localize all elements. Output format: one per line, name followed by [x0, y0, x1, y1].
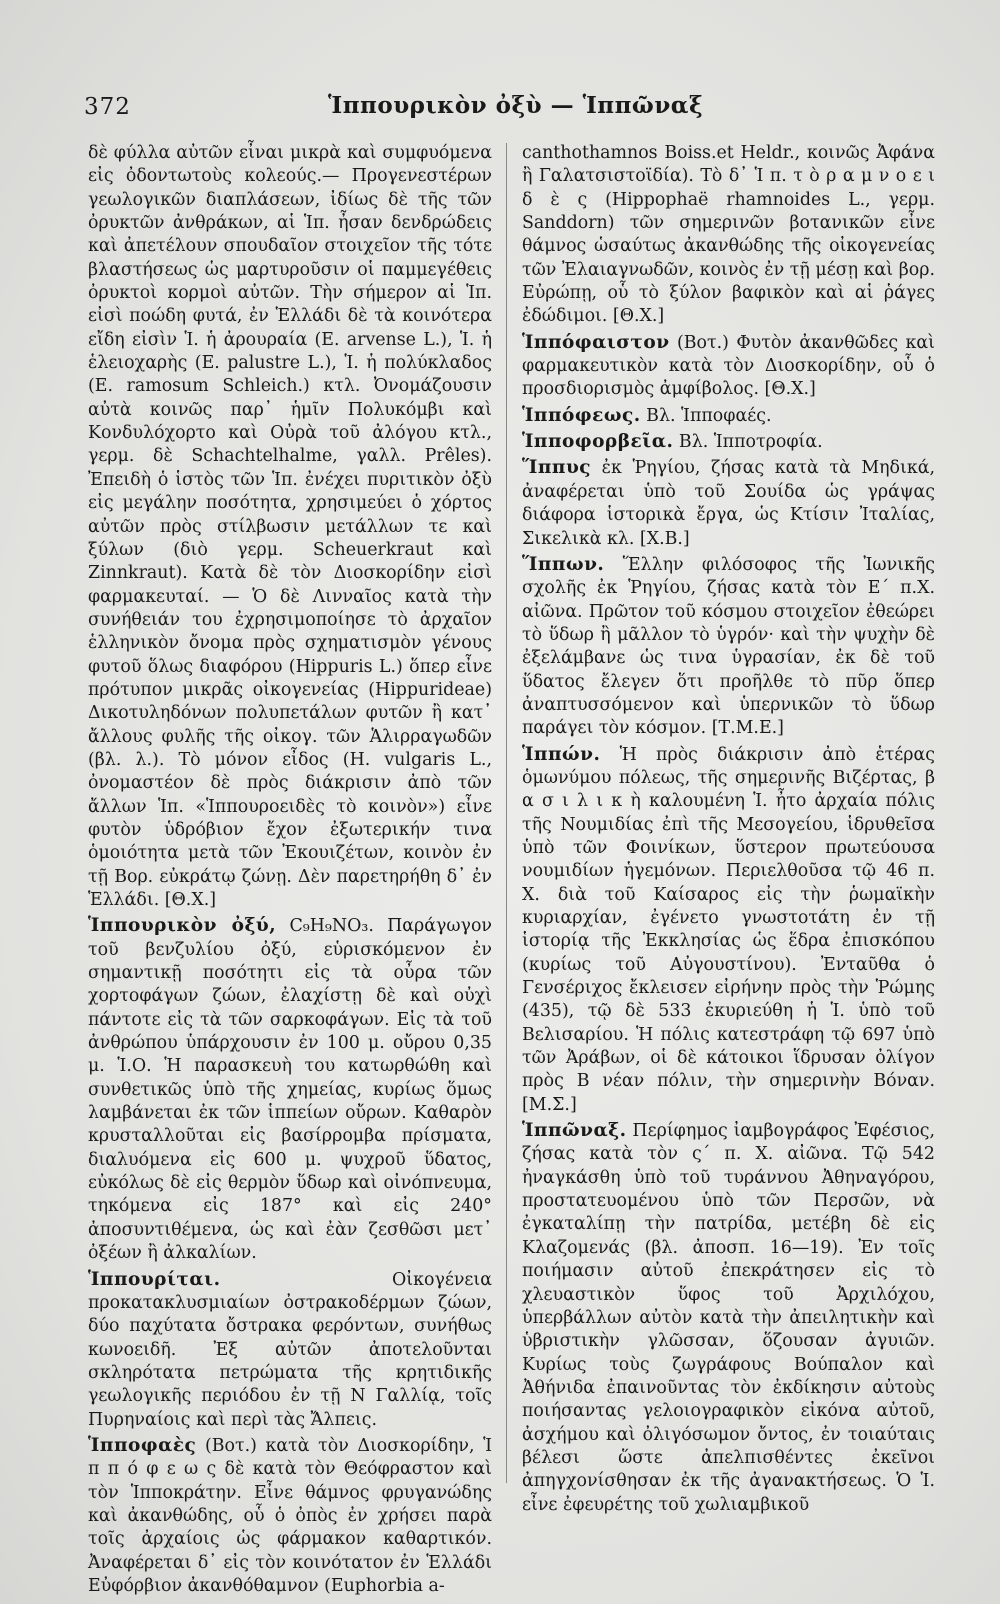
entry-paragraph	[88, 1434, 492, 1598]
entry-headword: Ἱππόφαιστον	[522, 331, 670, 353]
entry-paragraph	[522, 430, 935, 454]
entry-paragraph	[88, 914, 492, 1265]
entry-headword: Ἱππόφεως.	[522, 404, 641, 426]
entry-text: Βλ. Ἱπποτροφία.	[673, 432, 823, 453]
entry-paragraph	[88, 141, 492, 912]
entry-paragraph	[522, 141, 935, 329]
right-column	[522, 141, 935, 1517]
entry-headword: Ἱπποφορβεῖα.	[522, 431, 674, 453]
entry-text: Περίφημος ἰαμβογράφος Ἐφέσιος, ζήσας κατὰ τὸν ς΄ π. Χ. αἰῶνα. Τῷ 542 ἠναγκάσθη ὑπὸ τοῦ τυράννου Ἀθηναγόρου, προστατευομένου ὑπὸ τῶν Περσῶν, νὰ ἐγκαταλίπῃ τὴν πατρίδα, μετέβη δὲ εἰς Κλαζομενάς (βλ. ἀποσπ. 16—19). Ἐν τοῖς ποιήμασιν αὐτοῦ ἐπεκράτησεν εἰς τὸ χλευαστικὸν ὕφος τοῦ Ἀρχιλόχου, ὑπερβάλλων αὐτὸν κατὰ τὴν ἀπειλητικὴν καὶ ὑβριστικὴν γλῶσσαν, ὅζουσαν ἀγυιῶν. Κυρίως τοὺς ζωγράφους Βούπαλον καὶ Ἀθήνιδα ἐπαινοῦντας τὸν ἐκδίκησιν αὐτοὺς ποιήσαντας γελοιογραφικὸν εἰκόνα αὐτοῦ, ἀσχήμου καὶ ὀλιγόσωμον ὄντος, ἐν τοιαύταις βέλεσι ὥστε ἀπελπισθέντες ἐκεῖνοι ἀπηγχονίσθησαν ἐκ τῆς ἀγανακτήσεως. Ὁ Ἱ. εἶνε ἐφευρέτης τοῦ χωλιαμβικοῦ	[522, 1121, 935, 1515]
page-number: 372	[84, 94, 131, 120]
running-head: Ἱππουρικὸν ὀξὺ — Ἱππῶναξ	[328, 92, 704, 119]
entry-text: (Βοτ.) κατὰ τὸν Διοσκορίδην, Ἱ π π ό φ ε ω ς δὲ κατὰ τὸν Θεόφραστον καὶ τὸν Ἱπποκράτην. Εἶνε θάμνος φρυγανώδης καὶ ἀκανθώδης, οὗ ὁ ὀπὸς ἐν χρήσει παρὰ τοῖς ἀρχαίοις ὡς φάρμακον καθαρτικόν. Ἀναφέρεται δ᾿ εἰς τὸν κοινότατον ἐν Ἑλλάδι Εὐφόρβιον ἀκανθόθαμνον (Euphorbia a-	[88, 1435, 492, 1596]
entry-paragraph	[522, 1119, 935, 1517]
entry-paragraph	[522, 456, 935, 550]
entry-paragraph	[522, 331, 935, 402]
entry-headword: Ἱππουρικὸν ὀξύ,	[88, 915, 277, 937]
entry-text: C₉H₉NO₃. Παράγωγον τοῦ βενζυλίου ὀξύ, εὑρισκόμενον ἐν σημαντικῇ ποσότητι εἰς τὰ οὖρα τῶν χορτοφάγων ζώων, ἐλαχίστῃ δὲ καὶ οὐχὶ πάντοτε εἰς τὰ τῶν σαρκοφάγων. Εἰς τὰ τοῦ ἀνθρώπου ὑπάρχουσιν ἐν 100 μ. οὔρου 0,35 μ. Ἱ.Ο. Ἡ παρασκευὴ του κατωρθώθη καὶ συνθετικῶς ὑπὸ τῆς χημείας, κυρίως ὅμως λαμβάνεται ἐκ τῶν ἱππείων οὔρων. Καθαρὸν κρυσταλλοῦται εἰς βασίρρομβα πρίσματα, διαλυόμενα εἰς 600 μ. ψυχροῦ ὕδατος, εὐκόλως δὲ εἰς θερμὸν ὕδωρ καὶ οἰνόπνευμα, τηκόμενα εἰς 187° καὶ εἰς 240° ἀποσυντιθέμενα, ὡς καὶ ἐὰν ζεσθῶσι μετ᾿ ὀξέων ἢ ἀλκαλίων.	[88, 916, 492, 1264]
page-header	[82, 86, 922, 126]
left-column	[88, 141, 492, 1598]
entry-paragraph	[522, 553, 935, 741]
entry-text: δὲ φύλλα αὐτῶν εἶναι μικρὰ καὶ συμφυόμενα εἰς ὀδοντωτοὺς κολεούς.— Προγενεστέρων γεωλογικῶν διαπλάσεων, ἰδίως δὲ τῆς τῶν ὀρυκτῶν ἀνθράκων, αἱ Ἱπ. ἦσαν δενδρώδεις καὶ ἀπετέλουν σπουδαῖον στοιχεῖον τῆς τότε βλαστήσεως ὡς μαρτυροῦσιν οἱ παμμεγέθεις ὀρυκτοὶ κορμοὶ αὐτῶν. Τὴν σήμερον αἱ Ἱπ. εἰσὶ ποώδη φυτά, ἐν Ἑλλάδι δὲ τὰ κοινότερα εἴδη εἰσὶν Ἱ. ἡ ἀρουραία (E. arvense L.), Ἱ. ἡ ἑλειοχαρὴς (E. palustre L.), Ἱ. ἡ πολύκλαδος (E. ramosum Schleich.) κτλ. Ὀνομάζουσιν αὐτὰ κοινῶς παρ᾿ ἡμῖν Πολυκόμβι καὶ Κονδυλόχορτο καὶ Οὐρὰ τοῦ ἀλόγου κτλ., γερμ. δὲ Schachtelhalme, γαλλ. Prêles). Ἐπειδὴ ὁ ἱστὸς τῶν Ἱπ. ἐνέχει πυριτικὸν ὀξὺ εἰς μεγάλην ποσότητα, χρησιμεύει ὁ χόρτος αὐτῶν πρὸς στίλβωσιν μετάλλων τε καὶ ξύλων (διὸ γερμ. Scheuerkraut καὶ Zinnkraut). Κατὰ δὲ τὸν Διοσκορίδην εἰσὶ φαρμακευταί. — Ὁ δὲ Λινναῖος κατὰ τὴν συνήθειάν του ἐχρησιμοποίησε τὸ ἀρχαῖον ἑλληνικὸν ὄνομα πρὸς σχηματισμὸν γένους φυτοῦ ὅλως διαφόρου (Hippuris L.) ὅπερ εἶνε πρότυπον μικρᾶς οἰκογενείας (Hippurideae) Δικοτυληδόνων πολυπετάλων φυτῶν ἢ κατ᾿ ἄλλους φυλῆς τῆς οἰκογ. τῶν Ἁλιρραγωδῶν (βλ. λ.). Τὸ μόνον εἶδος (H. vulgaris L., ὀνομαστέον δὲ πρὸς διάκρισιν ἀπὸ τῶν ἄλλων Ἱπ. «Ἱππουροειδὲς τὸ κοινὸν») εἶνε φυτὸν ὑδρόβιον ἔχον ἐξωτερικήν τινα ὁμοιότητα μετὰ τῶν Ἐκουιζέτων, κοινὸν ἐν τῇ Βορ. εὐκράτῳ ζώνῃ. Δὲν παρετηρήθη δ᾿ ἐν Ἑλλάδι. [Θ.Χ.]	[88, 143, 492, 910]
entry-paragraph	[522, 404, 935, 428]
entry-headword: Ἵππων.	[522, 553, 605, 575]
entry-headword: Ἱππουρίται.	[88, 1268, 221, 1290]
entry-text: (Βοτ.) Φυτὸν ἀκανθῶδες καὶ φαρμακευτικὸν κατὰ τὸν Διοσκορίδην, οὗ ὁ προσδιορισμὸς ἀμφίβολος. [Θ.Χ.]	[522, 332, 935, 400]
entry-text: Βλ. Ἱπποφαές.	[640, 405, 772, 426]
entry-headword: Ἱπποφαὲς	[88, 1434, 197, 1456]
entry-text: ἐκ Ῥηγίου, ζήσας κατὰ τὰ Μηδικά, ἀναφέρεται ὑπὸ τοῦ Σουίδα ὡς γράψας διάφορα ἱστορικὰ ἔργα, ὡς Κτίσιν Ἰταλίας, Σικελικὰ κλ. [Χ.Β.]	[522, 458, 935, 549]
entry-text: Ἕλλην φιλόσοφος τῆς Ἰωνικῆς σχολῆς ἐκ Ῥηγίου, ζήσας κατὰ τὸν Ε΄ π.Χ. αἰῶνα. Πρῶτον τοῦ κόσμου στοιχεῖον ἐθεώρει τὸ ὕδωρ ἢ μᾶλλον τὸ ὑγρόν· καὶ τὴν ψυχὴν δὲ ἐξελάμβανε ὡς τινα ὑγρασίαν, ἐκ δὲ τοῦ ὕδατος ἔλεγεν ὅτι προῆλθε τὸ πῦρ ὅπερ ἀναπτυσσόμενον καὶ ὑπερνικῶν τὸ ὕδωρ παράγει τὸν κόσμον. [Τ.Μ.Ε.]	[522, 554, 935, 739]
entry-headword: Ἵππυς	[522, 457, 592, 479]
entry-paragraph	[522, 743, 935, 1118]
entry-text: Οἰκογένεια προκατακλυσμιαίων ὀστρακοδέρμων ζώων, δύο παχύτατα ὄστρακα φερόντων, συνήθως κωνοειδῆ. Ἐξ αὐτῶν ἀποτελοῦνται σκληρότατα πετρώματα τῆς κρητιδικῆς γεωλογικῆς περιόδου ἐν τῇ Ν Γαλλίᾳ, τοῖς Πυρηναίοις καὶ περὶ τὰς Ἄλπεις.	[88, 1269, 492, 1430]
entry-paragraph	[88, 1268, 492, 1432]
entry-headword: Ἱππών.	[522, 743, 601, 765]
entry-text: canthothamnos Boiss.et Heldr., κοινῶς Ἀφάνα ἢ Γαλατσιστοϊδία). Τὸ δ᾿ Ἱ π. τ ὸ ρ α μ ν ο ε ι δ ὲ ς (Hippophaë rhamnoides L., γερμ. Sanddorn) τῶν σημερινῶν βοτανικῶν εἶνε θάμνος ὡσαύτως ἀκανθώδης τῆς οἰκογενείας τῶν Ἐλαιαγνωδῶν, κοινὸς ἐν τῇ μέσῃ καὶ βορ. Εὐρώπῃ, οὗ τὸ ξύλον βαφικὸν καὶ αἱ ῥάγες ἐδώδιμοι. [Θ.Χ.]	[522, 143, 935, 327]
entry-headword: Ἱππῶναξ.	[522, 1120, 627, 1142]
entry-text: Ἡ πρὸς διάκρισιν ἀπὸ ἑτέρας ὁμωνύμου πόλεως, τῆς σημερινῆς Βιζέρτας, β α σ ι λ ι κ ὴ καλουμένη Ἱ. ἦτο ἀρχαία πόλις τῆς Νουμιδίας ἐπὶ τῆς Μεσογείου, ἱδρυθεῖσα ὑπὸ τῶν Φοινίκων, ὕστερον πρωτεύουσα νουμιδίων ἡγεμόνων. Περιελθοῦσα τῷ 46 π. Χ. διὰ τοῦ Καίσαρος εἰς τὴν ῥωμαϊκὴν κυριαρχίαν, ἐγένετο γνωστοτάτη ἐν τῇ ἱστορίᾳ τῆς Ἐκκλησίας ὡς ἕδρα ἐπισκόπου (κυρίως τοῦ Αὐγουστίνου). Ἐνταῦθα ὁ Γενσέριχος ἔκλεισεν εἰρήνην πρὸς τὴν Ῥώμης (435), τῷ δὲ 533 ἐκυριεύθη ἡ Ἱ. ὑπὸ τοῦ Βελισαρίου. Ἡ πόλις κατεστράφη τῷ 697 ὑπὸ τῶν Ἀράβων, οἱ δὲ κάτοικοι ἵδρυσαν ὀλίγον πρὸς Β νέαν πόλιν, τὴν σημερινὴν Βόναν. [Μ.Σ.]	[522, 744, 935, 1115]
column-divider	[506, 143, 507, 1483]
